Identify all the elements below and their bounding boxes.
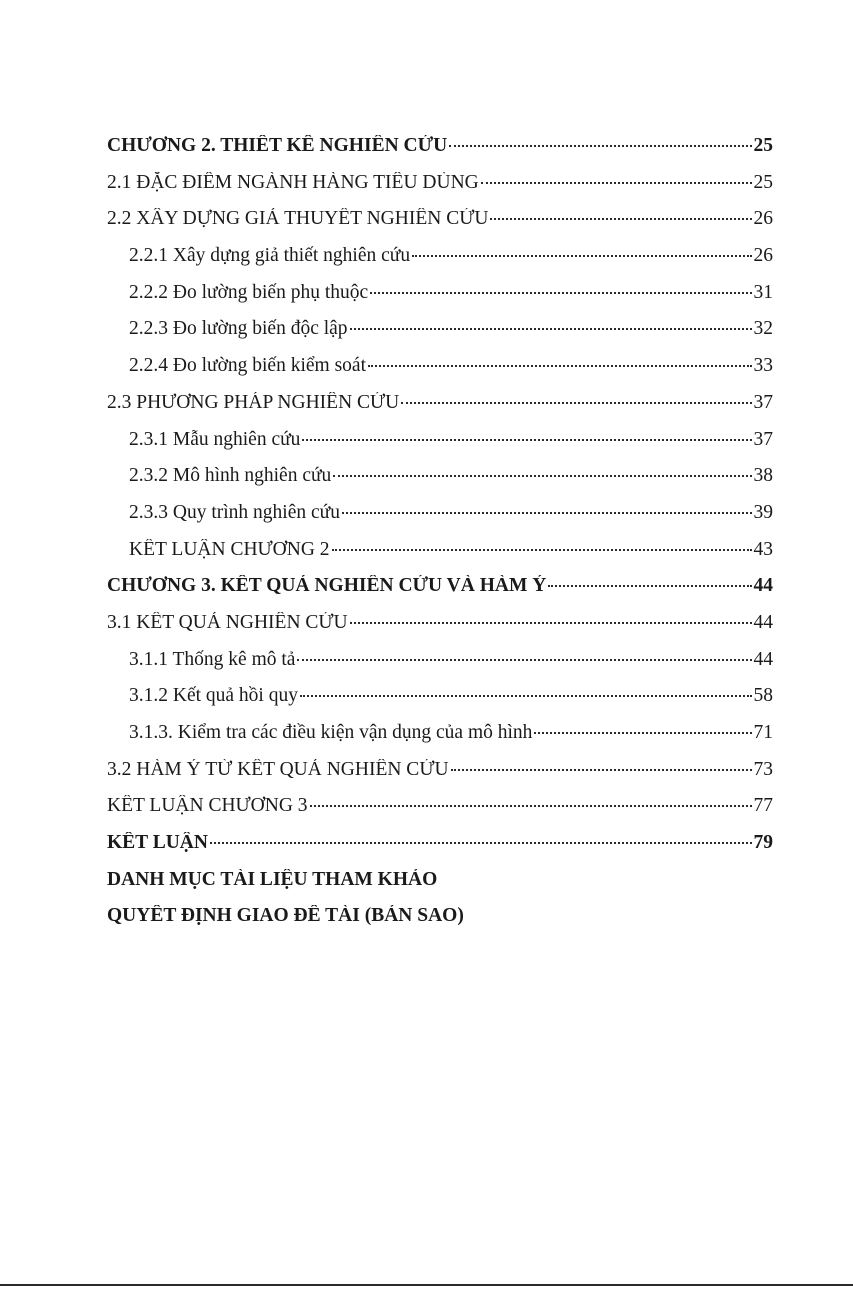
toc-row-decision-copy xyxy=(107,905,773,942)
toc-row-3-1 xyxy=(107,612,773,649)
dot-leader xyxy=(332,549,752,551)
toc-row-3-1-1 xyxy=(107,649,773,686)
toc-page-number: 58 xyxy=(753,685,773,707)
toc-page-number: 77 xyxy=(753,795,773,817)
toc-row-chapter-2 xyxy=(107,135,773,172)
toc-row-2-2 xyxy=(107,208,773,245)
toc-row-ket-luan-chuong-3 xyxy=(107,795,773,832)
dot-leader xyxy=(333,475,751,477)
toc-entry-title: 3.2 HÀM Ý TỪ KẾT QUẢ NGHIÊN CỨU xyxy=(107,758,449,780)
toc-page-number: 39 xyxy=(753,501,773,523)
toc-page-number: 71 xyxy=(753,722,773,743)
toc-row-2-1 xyxy=(107,172,773,209)
toc-row-2-3-3 xyxy=(107,502,773,539)
toc-page-number: 79 xyxy=(753,832,773,854)
toc-entry-title: 2.3.1 Mẫu nghiên cứu xyxy=(129,428,301,450)
dot-leader xyxy=(490,218,751,220)
toc-entry-title: KẾT LUẬN CHƯƠNG 3 xyxy=(107,795,308,817)
toc-row-3-2 xyxy=(107,759,773,796)
dot-leader xyxy=(548,585,751,587)
toc-entry-title: 3.1 KẾT QUẢ NGHIÊN CỨU xyxy=(107,611,348,633)
toc-row-2-2-1 xyxy=(107,245,773,282)
toc-entry-title: DANH MỤC TÀI LIỆU THAM KHẢO xyxy=(107,868,438,890)
dot-leader xyxy=(401,402,751,404)
toc-row-ket-luan-chuong-2 xyxy=(107,539,773,576)
toc-entry-title: KẾT LUẬN xyxy=(107,832,208,854)
dot-leader xyxy=(370,292,751,294)
dot-leader xyxy=(310,805,752,807)
toc-page-number: 25 xyxy=(753,135,773,156)
dot-leader xyxy=(297,659,751,661)
dot-leader xyxy=(412,255,751,257)
toc-entry-title: 2.2.4 Đo lường biến kiểm soát xyxy=(129,355,366,377)
toc-row-chapter-3 xyxy=(107,575,773,612)
toc-page-number: 25 xyxy=(753,171,773,193)
page-bottom-rule xyxy=(0,1284,853,1286)
toc-entry-title: 2.2.3 Đo lường biến độc lập xyxy=(129,318,348,340)
toc-page-number: 26 xyxy=(753,245,773,267)
toc-row-2-3 xyxy=(107,392,773,429)
toc-row-2-2-2 xyxy=(107,282,773,319)
table-of-contents xyxy=(107,135,773,942)
toc-page-number: 31 xyxy=(753,281,773,303)
toc-row-2-3-2 xyxy=(107,465,773,502)
dot-leader xyxy=(210,842,752,844)
toc-entry-title: 2.2.1 Xây dựng giả thiết nghiên cứu xyxy=(129,245,411,267)
toc-page-number: 73 xyxy=(753,758,773,780)
dot-leader xyxy=(302,439,751,441)
toc-page-number: 32 xyxy=(753,318,773,340)
toc-entry-title: 2.2 XÂY DỰNG GIẢ THUYẾT NGHIÊN CỨU xyxy=(107,208,489,230)
toc-entry-title: KẾT LUẬN CHƯƠNG 2 xyxy=(129,538,330,560)
toc-entry-title: CHƯƠNG 2. THIẾT KẾ NGHIÊN CỨU xyxy=(107,135,448,156)
toc-page-number: 38 xyxy=(753,465,773,487)
dot-leader xyxy=(368,365,752,367)
toc-entry-title: 2.1 ĐẶC ĐIỂM NGÀNH HÀNG TIÊU DÙNG xyxy=(107,171,479,193)
toc-entry-title: 2.3.2 Mô hình nghiên cứu xyxy=(129,465,332,487)
dot-leader xyxy=(481,182,752,184)
toc-entry-title: 3.1.2 Kết quả hồi quy xyxy=(129,685,298,707)
toc-row-2-3-1 xyxy=(107,429,773,466)
dot-leader xyxy=(350,622,752,624)
toc-entry-title: QUYẾT ĐỊNH GIAO ĐỀ TÀI (BẢN SAO) xyxy=(107,905,464,927)
toc-row-ket-luan xyxy=(107,832,773,869)
toc-page-number: 44 xyxy=(753,611,773,633)
toc-entry-title: 2.3 PHƯƠNG PHÁP NGHIÊN CỨU xyxy=(107,391,400,413)
dot-leader xyxy=(451,769,752,771)
toc-row-2-2-3 xyxy=(107,318,773,355)
dot-leader xyxy=(300,695,752,697)
toc-page-number: 26 xyxy=(753,208,773,230)
toc-entry-title: 3.1.1 Thống kê mô tả xyxy=(129,648,296,670)
toc-row-3-1-2 xyxy=(107,685,773,722)
toc-page-number: 44 xyxy=(753,575,773,597)
toc-entry-title: 2.3.3 Quy trình nghiên cứu xyxy=(129,501,340,523)
toc-entry-title: 3.1.3. Kiểm tra các điều kiện vận dụng của mô hình xyxy=(129,722,533,743)
toc-page-number: 37 xyxy=(753,428,773,450)
dot-leader xyxy=(534,732,751,734)
toc-page-number: 33 xyxy=(753,355,773,377)
toc-page-number: 43 xyxy=(753,538,773,560)
toc-page-number: 44 xyxy=(753,648,773,670)
dot-leader xyxy=(342,512,752,514)
toc-entry-title: CHƯƠNG 3. KẾT QUẢ NGHIÊN CỨU VÀ HÀM Ý xyxy=(107,575,547,597)
toc-page-number: 37 xyxy=(753,391,773,413)
dot-leader xyxy=(350,328,752,330)
dot-leader xyxy=(449,145,751,147)
toc-row-references xyxy=(107,869,773,906)
toc-entry-title: 2.2.2 Đo lường biến phụ thuộc xyxy=(129,281,369,303)
toc-row-2-2-4 xyxy=(107,355,773,392)
toc-row-3-1-3 xyxy=(107,722,773,759)
